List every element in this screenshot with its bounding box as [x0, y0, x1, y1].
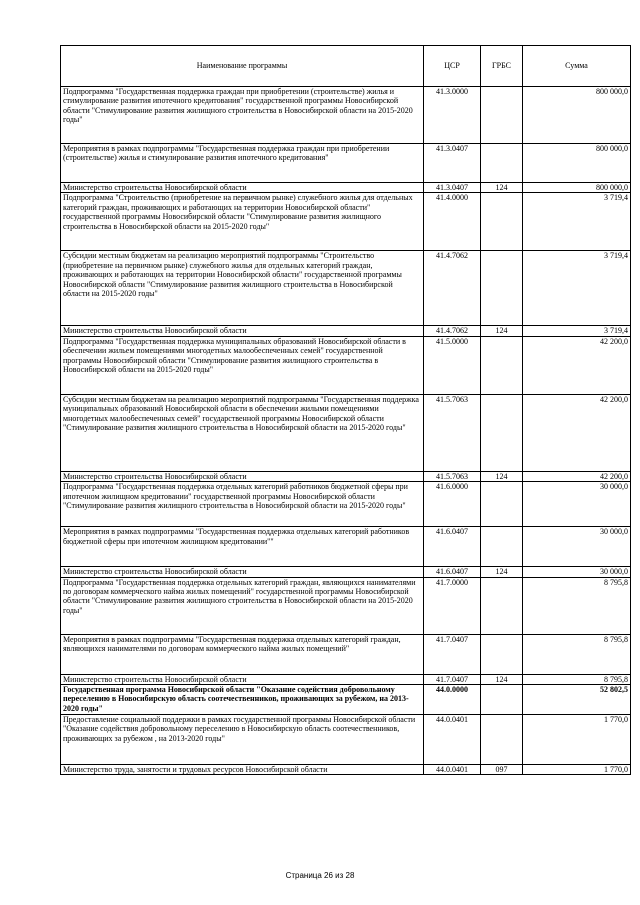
table-header-row — [61, 46, 631, 87]
sum-cell: 30 000,0 — [523, 527, 631, 567]
program-name-cell: Субсидии местным бюджетам на реализацию мероприятий подпрограммы "Строительство (приобретение на первичном рынке) служебного жилья для отдельных категорий граждан, проживающих и работающих на территории Новосибирской области" государственной программы Новосибирской области "Стимулирование развития жилищного строительства в Новосибирской области на 2015-2020 годы" — [61, 251, 424, 326]
program-name-cell: Министерство строительства Новосибирской области — [61, 326, 424, 336]
table-row — [61, 482, 631, 527]
header-sum: Сумма — [523, 46, 631, 87]
header-grbs: ГРБС — [481, 46, 523, 87]
program-name-cell: Подпрограмма "Государственная поддержка отдельных категорий работников бюджетной сферы при ипотечном жилищном кредитовании" государственной программы Новосибирской области "Стимулирование развития жилищного строительства в Новосибирской области на 2015-2020 годы" — [61, 482, 424, 527]
grbs-cell: 124 — [481, 674, 523, 684]
grbs-cell — [481, 193, 523, 251]
program-name-cell: Министерство труда, занятости и трудовых ресурсов Новосибирской области — [61, 765, 424, 775]
grbs-cell: 097 — [481, 765, 523, 775]
header-program-name: Наименование программы — [61, 46, 424, 87]
table-row — [61, 527, 631, 567]
csr-cell: 41.6.0407 — [424, 527, 481, 567]
table-row — [61, 193, 631, 251]
csr-cell: 41.3.0407 — [424, 183, 481, 193]
csr-cell: 41.7.0407 — [424, 674, 481, 684]
sum-cell: 3 719,4 — [523, 193, 631, 251]
program-name-cell: Министерство строительства Новосибирской области — [61, 674, 424, 684]
grbs-cell — [481, 336, 523, 394]
program-name-cell: Министерство строительства Новосибирской области — [61, 471, 424, 481]
program-name-cell: Субсидии местным бюджетам на реализацию мероприятий подпрограммы "Государственная поддержка муниципальных образований Новосибирской области в обеспечении жилыми помещениями многодетных малообеспеченных семей" государственной программы Новосибирской области "Стимулирование развития жилищного строительства в Новосибирской области на 2015-2020 годы" — [61, 394, 424, 471]
csr-cell: 41.5.0000 — [424, 336, 481, 394]
program-name-cell: Министерство строительства Новосибирской области — [61, 183, 424, 193]
csr-cell: 44.0.0401 — [424, 715, 481, 765]
program-name-cell: Подпрограмма "Государственная поддержка граждан при приобретении (строительстве) жилья и стимулирование развития ипотечного кредитования" государственной программы Новосибирской области "Стимулирование развития жилищного строительства в Новосибирской области на 2015-2020 годы" — [61, 87, 424, 144]
grbs-cell: 124 — [481, 183, 523, 193]
program-name-cell: Государственная программа Новосибирской области "Оказание содействия добровольному переселению в Новосибирскую область соотечественников, проживающих за рубежом, на 2013-2020 годы" — [61, 685, 424, 715]
program-name-cell: Подпрограмма "Государственная поддержка отдельных категорий граждан, являющихся нанимателями по договорам коммерческого найма жилых помещений" государственной программы Новосибирской области "Стимулирование развития жилищного строительства в Новосибирской области на 2015-2020 годы" — [61, 577, 424, 634]
program-name-cell: Подпрограмма "Государственная поддержка муниципальных образований Новосибирской области в обеспечении жильем помещениями многодетных малообеспеченных семей" государственной программы Новосибирской области "Стимулирование развития жилищного строительства в Новосибирской области на 2015-2020 годы" — [61, 336, 424, 394]
table-row — [61, 685, 631, 715]
table-row — [61, 471, 631, 481]
sum-cell: 1 770,0 — [523, 765, 631, 775]
grbs-cell — [481, 634, 523, 674]
table-body — [61, 87, 631, 775]
csr-cell: 41.5.7063 — [424, 394, 481, 471]
program-name-cell: Мероприятия в рамках подпрограммы "Государственная поддержка отдельных категорий граждан, являющихся нанимателями по договорам коммерческого найма жилых помещений" — [61, 634, 424, 674]
grbs-cell — [481, 527, 523, 567]
sum-cell: 42 200,0 — [523, 394, 631, 471]
csr-cell: 41.6.0407 — [424, 567, 481, 577]
table-row — [61, 567, 631, 577]
table-row — [61, 674, 631, 684]
table-row — [61, 251, 631, 326]
table-row — [61, 336, 631, 394]
csr-cell: 41.4.0000 — [424, 193, 481, 251]
csr-cell: 41.4.7062 — [424, 251, 481, 326]
csr-cell: 41.7.0000 — [424, 577, 481, 634]
grbs-cell — [481, 87, 523, 144]
table-row — [61, 326, 631, 336]
header-csr: ЦСР — [424, 46, 481, 87]
csr-cell: 41.5.7063 — [424, 471, 481, 481]
sum-cell: 30 000,0 — [523, 482, 631, 527]
sum-cell: 8 795,8 — [523, 634, 631, 674]
sum-cell: 3 719,4 — [523, 251, 631, 326]
grbs-cell — [481, 144, 523, 183]
sum-cell: 8 795,8 — [523, 577, 631, 634]
csr-cell: 41.3.0000 — [424, 87, 481, 144]
grbs-cell: 124 — [481, 567, 523, 577]
sum-cell: 52 802,5 — [523, 685, 631, 715]
csr-cell: 41.7.0407 — [424, 634, 481, 674]
table-row — [61, 634, 631, 674]
budget-table — [60, 45, 631, 775]
sum-cell: 30 000,0 — [523, 567, 631, 577]
table-row — [61, 144, 631, 183]
sum-cell: 800 000,0 — [523, 183, 631, 193]
grbs-cell: 124 — [481, 326, 523, 336]
page-number: Страница 26 из 28 — [285, 871, 355, 880]
sum-cell: 3 719,4 — [523, 326, 631, 336]
sum-cell: 42 200,0 — [523, 336, 631, 394]
sum-cell: 800 000,0 — [523, 87, 631, 144]
grbs-cell — [481, 685, 523, 715]
csr-cell: 41.6.0000 — [424, 482, 481, 527]
sum-cell: 800 000,0 — [523, 144, 631, 183]
program-name-cell: Предоставление социальной поддержки в рамках государственной программы Новосибирской области "Оказание содействия добровольному переселению в Новосибирскую область соотечественников, проживающих за рубежом , на 2013-2020 годы" — [61, 715, 424, 765]
csr-cell: 41.4.7062 — [424, 326, 481, 336]
table-row — [61, 394, 631, 471]
csr-cell: 44.0.0000 — [424, 685, 481, 715]
grbs-cell — [481, 715, 523, 765]
grbs-cell — [481, 251, 523, 326]
program-name-cell: Мероприятия в рамках подпрограммы "Государственная поддержка отдельных категорий работников бюджетной сферы при ипотечном жилищном кредитовании"" — [61, 527, 424, 567]
csr-cell: 41.3.0407 — [424, 144, 481, 183]
table-row — [61, 183, 631, 193]
grbs-cell — [481, 482, 523, 527]
program-name-cell: Подпрограмма "Строительство (приобретение на первичном рынке) служебного жилья для отдельных категорий граждан, проживающих и работающих на территории Новосибирской области" государственной программы Новосибирской области "Стимулирование развития жилищного строительства в Новосибирской области на 2015-2020 годы" — [61, 193, 424, 251]
program-name-cell: Мероприятия в рамках подпрограммы "Государственная поддержка граждан при приобретении (строительстве) жилья и стимулирование развития ипотечного кредитования" — [61, 144, 424, 183]
sum-cell: 42 200,0 — [523, 471, 631, 481]
grbs-cell: 124 — [481, 471, 523, 481]
sum-cell: 8 795,8 — [523, 674, 631, 684]
table-row — [61, 577, 631, 634]
csr-cell: 44.0.0401 — [424, 765, 481, 775]
table-row — [61, 87, 631, 144]
table-row — [61, 715, 631, 765]
grbs-cell — [481, 577, 523, 634]
program-name-cell: Министерство строительства Новосибирской области — [61, 567, 424, 577]
sum-cell: 1 770,0 — [523, 715, 631, 765]
table-row — [61, 765, 631, 775]
grbs-cell — [481, 394, 523, 471]
